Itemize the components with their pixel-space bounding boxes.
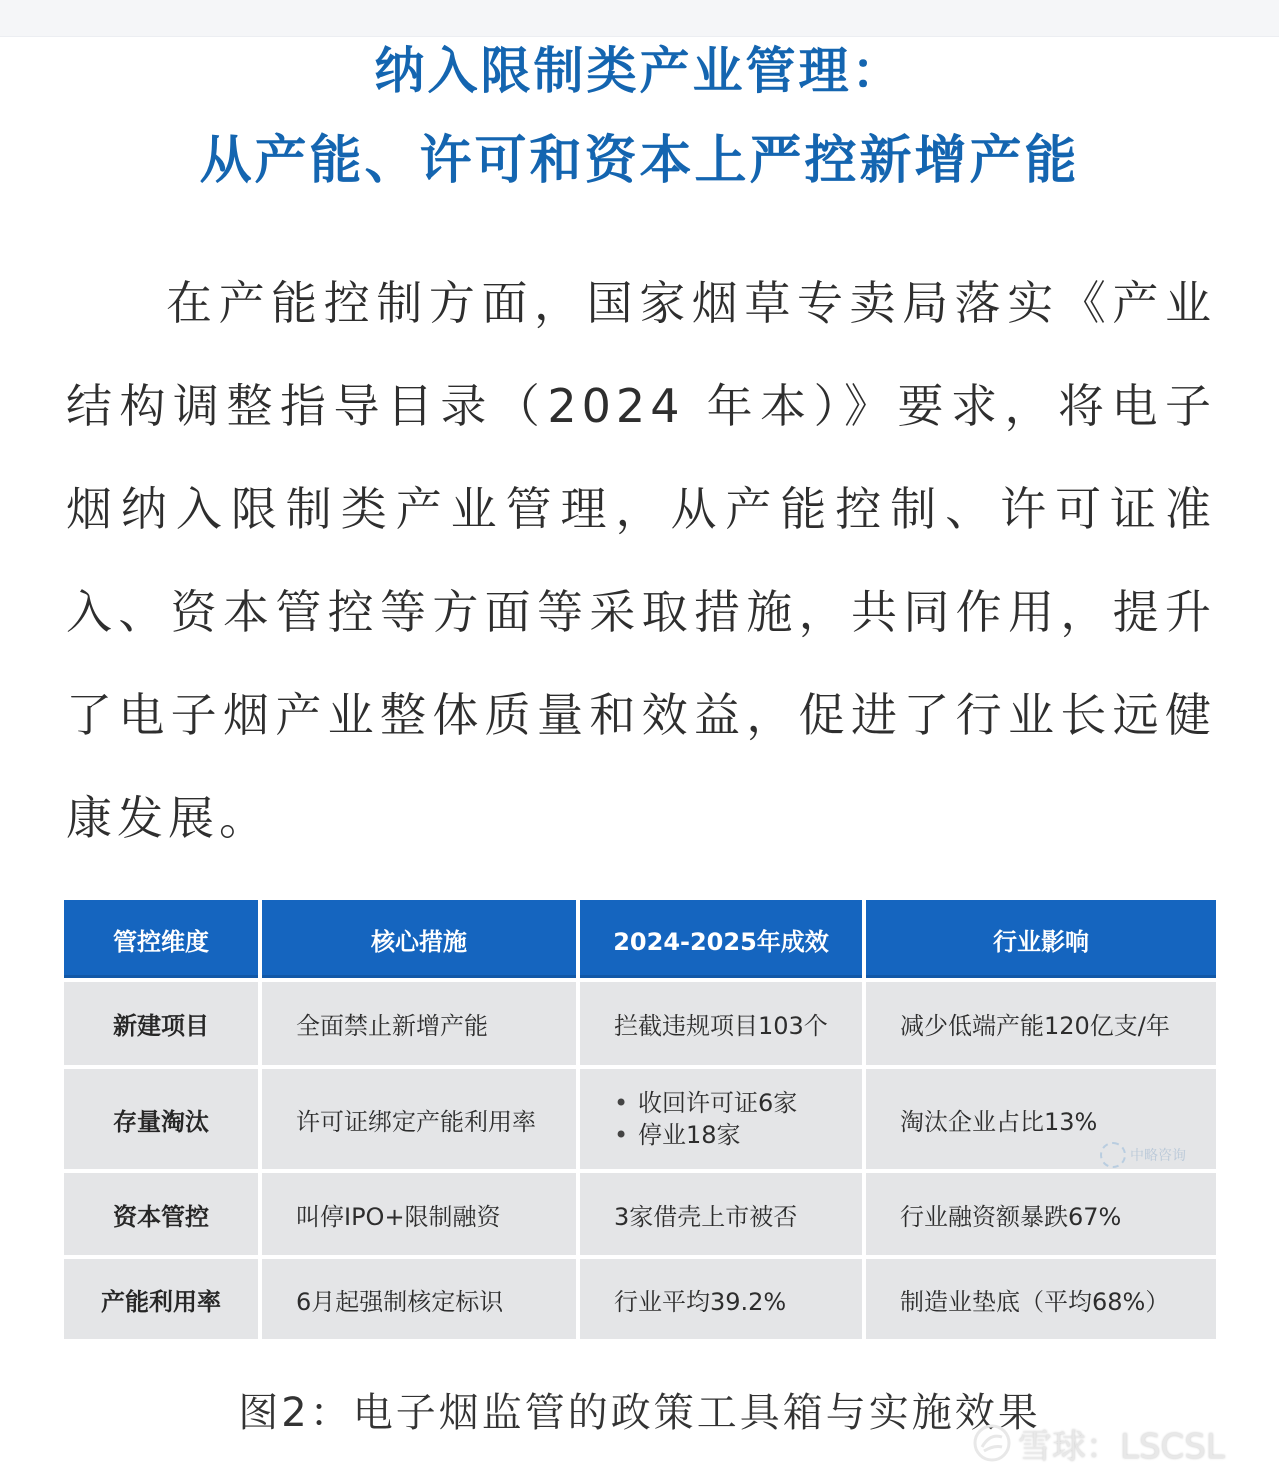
row4-effect: 行业平均39.2% xyxy=(580,1259,862,1339)
row3-dimension: 资本管控 xyxy=(64,1173,258,1255)
body-paragraph: 在产能控制方面，国家烟草专卖局落实《产业结构调整指导目录（2024 年本）》要求，将电子烟纳入限制类产业管理，从产能控制、许可证准入、资本管控等方面等采取措施，共同作用，提升了电子烟产业整体质量和效益，促进了行业长远健康发展。 xyxy=(66,276,1216,845)
row2-measure: 许可证绑定产能利用率 xyxy=(262,1069,576,1169)
row1-effect: 拦截违规项目103个 xyxy=(580,982,862,1065)
title-line-1: 纳入限制类产业管理： xyxy=(374,42,905,100)
header-measure: 核心措施 xyxy=(262,900,576,978)
top-band xyxy=(0,0,1279,37)
row2-impact: 淘汰企业占比13% xyxy=(866,1069,1216,1169)
title-line-2: 从产能、许可和资本上严控新增产能 xyxy=(199,131,1080,191)
header-impact: 行业影响 xyxy=(866,900,1216,978)
row2-effect xyxy=(580,1069,862,1169)
row2-dimension: 存量淘汰 xyxy=(64,1069,258,1169)
row1-impact: 减少低端产能120亿支/年 xyxy=(866,982,1216,1065)
row4-impact: 制造业垫底（平均68%） xyxy=(866,1259,1216,1339)
row2-effect-item: • 收回许可证6家 xyxy=(638,1087,797,1119)
policy-table xyxy=(64,900,1212,1328)
table-watermark-logo xyxy=(1100,1138,1200,1172)
row2-effect-list xyxy=(614,1087,797,1151)
snowball-logo-icon xyxy=(972,1423,1012,1463)
site-watermark-text: 雪球：LSCSL xyxy=(1018,1426,1225,1467)
row3-impact: 行业融资额暴跌67% xyxy=(866,1173,1216,1255)
row2-effect-item: • 停业18家 xyxy=(638,1119,797,1151)
row1-dimension: 新建项目 xyxy=(64,982,258,1065)
row4-measure: 6月起强制核定标识 xyxy=(262,1259,576,1339)
row4-dimension: 产能利用率 xyxy=(64,1259,258,1339)
row3-effect: 3家借壳上市被否 xyxy=(580,1173,862,1255)
figure-caption: 图2：电子烟监管的政策工具箱与实施效果 xyxy=(238,1390,1041,1436)
header-dimension: 管控维度 xyxy=(64,900,258,978)
table-watermark-text: 中略咨询 xyxy=(1130,1148,1186,1164)
header-effect: 2024-2025年成效 xyxy=(580,900,862,978)
row3-measure: 叫停IPO+限制融资 xyxy=(262,1173,576,1255)
watermark-ring-icon xyxy=(1100,1142,1126,1168)
row1-measure: 全面禁止新增产能 xyxy=(262,982,576,1065)
site-watermark xyxy=(972,1418,1225,1468)
